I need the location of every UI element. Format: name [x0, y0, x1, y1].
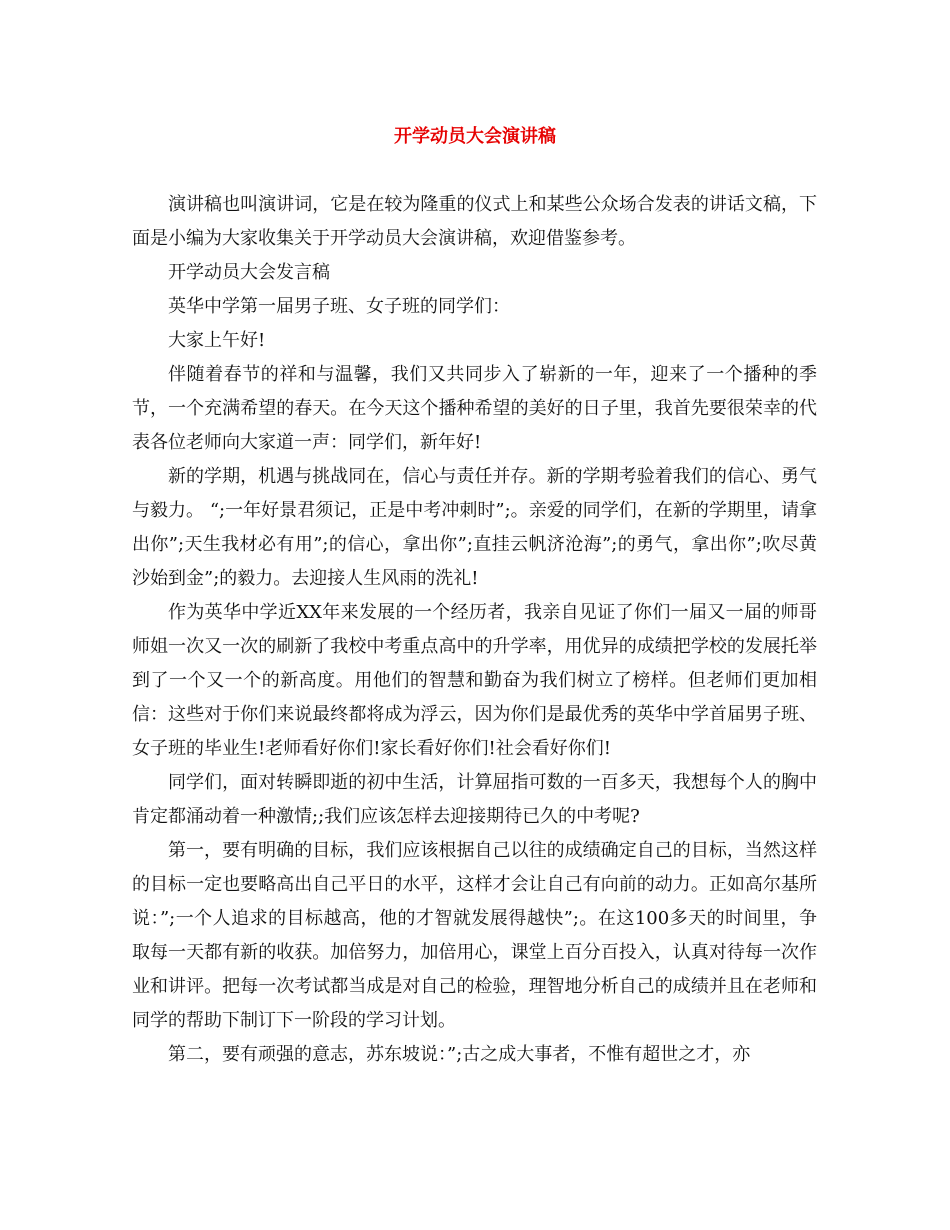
paragraph-new-semester: 新的学期，机遇与挑战同在，信心与责任并存。新的学期考验着我们的信心、勇气与毅力。 “;一年好景君须记，正是中考冲刺时”;。亲爱的同学们，在新的学期里，请拿出你”;天生我材必有用”;的信心，拿出你”;直挂云帆济沧海”;的勇气，拿出你”;吹尽黄沙始到金”;的毅力。去迎接人生风雨的洗礼!: [132, 466, 817, 589]
paragraph-salutation: 英华中学第一届男子班、女子班的同学们：: [168, 296, 510, 317]
paragraph-speech-heading: 开学动员大会发言稿: [168, 262, 330, 283]
document-body: [132, 188, 817, 1072]
paragraph-greeting: 大家上午好!: [168, 330, 266, 351]
paragraph-intro: 演讲稿也叫演讲词，它是在较为隆重的仪式上和某些公众场合发表的讲话文稿，下面是小编为大家收集关于开学动员大会演讲稿，欢迎借鉴参考。: [132, 194, 817, 249]
paragraph-witness: 作为英华中学近XX年来发展的一个经历者，我亲自见证了你们一届又一届的师哥师姐一次又一次的刷新了我校中考重点高中的升学率，用优异的成绩把学校的发展托举到了一个又一个的新高度。用他们的智慧和勤奋为我们树立了榜样。但老师们更加相信：这些对于你们来说最终都将成为浮云，因为你们是最优秀的英华中学首届男子班、女子班的毕业生!老师看好你们!家长看好你们!社会看好你们!: [132, 602, 817, 759]
paragraph-new-year: 伴随着春节的祥和与温馨，我们又共同步入了崭新的一年，迎来了一个播种的季节，一个充满希望的春天。在今天这个播种希望的美好的日子里，我首先要很荣幸的代表各位老师向大家道一声：同学们，新年好!: [132, 364, 817, 453]
paragraph-countdown: 同学们，面对转瞬即逝的初中生活，计算屈指可数的一百多天，我想每个人的胸中肯定都涌动着一种激情;;我们应该怎样去迎接期待已久的中考呢?: [132, 772, 817, 827]
document-title: 开学动员大会演讲稿: [394, 126, 556, 147]
paragraph-first-goal: 第一，要有明确的目标，我们应该根据自己以往的成绩确定自己的目标，当然这样的目标一定也要略高出自己平日的水平，这样才会让自己有向前的动力。正如高尔基所说：”;一个人追求的目标越高，他的才智就发展得越快”;。在这100多天的时间里，争取每一天都有新的收获。加倍努力，加倍用心，课堂上百分百投入，认真对待每一次作业和讲评。把每一次考试都当成是对自己的检验，理智地分析自己的成绩并且在老师和同学的帮助下制订下一阶段的学习计划。: [132, 840, 817, 1031]
paragraph-second-will: 第二，要有顽强的意志，苏东坡说：”;古之成大事者，不惟有超世之才，亦: [168, 1044, 751, 1065]
